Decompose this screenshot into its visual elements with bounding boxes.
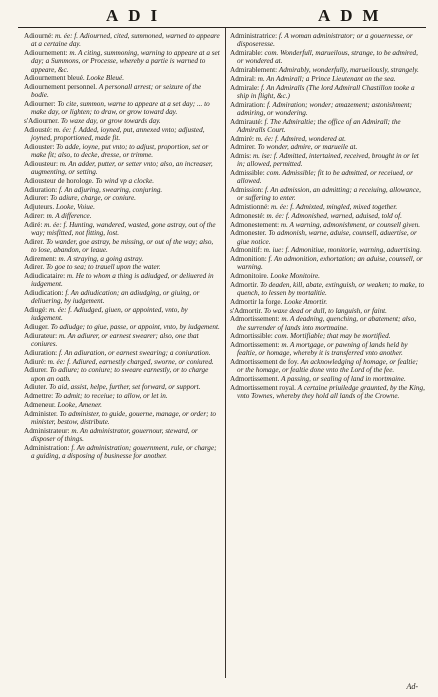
- entry-definition: com. Wonderfull, marueilous, strange, to be admired, or wondered at.: [237, 49, 418, 66]
- entry-headword: Adiuter.: [24, 383, 50, 392]
- column-divider: [225, 28, 226, 678]
- entry-definition: com. Admissible; fit to be admitted, or receiued, or allowed.: [237, 169, 413, 186]
- entry-definition: m. An adiurer, or earnest swearer; also, one that coniures.: [31, 331, 199, 348]
- entry-definition: A passing, or sealing of land in mortmaine.: [281, 375, 406, 383]
- entry-headword: Admiral:: [230, 74, 258, 83]
- entry-definition: A certaine priuiledge graunted, by the King, vnto Townes, whereby they hold all lands of the Crowne.: [237, 383, 425, 400]
- entry-definition: m. A mortgage, or pawning of lands held by fealtie, or homage, whereby it is transferred vnto another.: [237, 341, 408, 358]
- entry-headword: Admirauté:: [230, 117, 265, 126]
- left-column: [24, 32, 220, 461]
- entry-headword: Admortissement.: [230, 375, 282, 383]
- entry-headword: Admirable:: [230, 49, 265, 57]
- entry-definition: To deaden, kill, abate, extinguish, or weaken; to make, to quench, to lessen by mortalitie.: [237, 280, 425, 297]
- entry-definition: To adde, ioyne, put vnto; to adjust, proportion, set or make fit; also, to decke, dresse, or trimme.: [31, 142, 209, 159]
- entry-definition: To administer, to guide, gouerne, manage, or order; to minister, bestow, distribute.: [31, 409, 216, 426]
- entry-definition: To goe to sea; to trauell upon the water.: [45, 263, 161, 272]
- entry-definition: m. A warning, admonishment, or counsell given.: [280, 220, 420, 229]
- entry-definition: To cite, summon, warne to appeare at a set day; ... to make day, or lighten; to draw, or grow toward day.: [31, 100, 210, 117]
- entry-headword: Admeneur.: [24, 400, 58, 409]
- entry-headword: Adiousteur:: [24, 159, 60, 168]
- dictionary-entry: [24, 383, 220, 391]
- dictionary-entry: [24, 255, 220, 263]
- dictionary-entry: [24, 358, 220, 366]
- entry-definition: m. ée: f. Admired, wondered at.: [255, 134, 346, 143]
- entry-definition: Looke Monitoire.: [270, 272, 320, 280]
- entry-headword: Admonition:: [230, 255, 269, 263]
- entry-headword: Admirale:: [230, 83, 261, 92]
- dictionary-entry: [230, 384, 426, 401]
- entry-definition: To wonder, admire, or marueile at.: [257, 143, 358, 152]
- entry-headword: Administer.: [24, 409, 60, 418]
- dictionary-entry: [24, 444, 220, 461]
- entry-definition: Looke Bleué.: [86, 74, 125, 83]
- entry-definition: To aid, assist, helpe, further, set forward, or support.: [49, 383, 201, 392]
- dictionary-entry: [24, 160, 220, 177]
- entry-headword: Admis:: [230, 152, 253, 160]
- entry-headword: Adiuré:: [24, 357, 48, 366]
- dictionary-entry: [24, 100, 220, 117]
- entry-definition: f. An admonition, exhortation; an aduise, counsell, or warning.: [237, 255, 423, 272]
- dictionary-entry: [230, 246, 426, 254]
- dictionary-entry: [24, 177, 220, 185]
- dictionary-entry: [230, 229, 426, 246]
- dictionary-entry: [230, 152, 426, 169]
- entry-headword: Adiourné:: [24, 32, 55, 40]
- dictionary-entry: [230, 307, 426, 315]
- entry-headword: Administratrice:: [230, 32, 279, 40]
- right-header-word: ADM: [318, 6, 389, 25]
- entry-definition: Looke, Voiue.: [55, 203, 95, 211]
- dictionary-entry: [24, 238, 220, 255]
- entry-definition: f. An administration; gouernment, rule, or charge; a guiding, a disposing of businesse for another.: [31, 443, 217, 460]
- dictionary-entry: [230, 255, 426, 272]
- dictionary-entry: [230, 143, 426, 151]
- entry-headword: Adiurer:: [24, 194, 51, 203]
- entry-definition: Looke Amortir.: [284, 297, 328, 306]
- dictionary-entry: [24, 401, 220, 409]
- entry-headword: Admortissible:: [230, 332, 275, 341]
- entry-definition: A personall arrest; or seizure of the bodie.: [31, 83, 202, 100]
- dictionary-entry: [24, 221, 220, 238]
- dictionary-entry: [230, 221, 426, 229]
- entry-headword: Admistionné:: [230, 203, 271, 211]
- entry-definition: f. Admiration; wonder; amazement; astonishment; admiring, or wondering.: [237, 100, 412, 117]
- dictionary-entry: [230, 135, 426, 143]
- dictionary-entry: [24, 126, 220, 143]
- entry-headword: s'Adiourner.: [24, 117, 61, 125]
- dictionary-entry: [24, 323, 220, 331]
- entry-definition: m. ée: f. Added, ioyned, put, annexed vnto; adjusted, joyned, proportioned, made fit.: [31, 125, 205, 142]
- entry-definition: To adiure, charge, or coniure.: [50, 194, 136, 203]
- entry-headword: Admonesté:: [230, 211, 267, 220]
- entry-definition: m. A deadning, quenching, or abatement; also, the surrender of lands into mortmaine.: [237, 315, 416, 332]
- entry-headword: Admiré:: [230, 134, 256, 143]
- dictionary-entry: [24, 117, 220, 125]
- dictionary-entry: [24, 392, 220, 400]
- dictionary-entry: [230, 212, 426, 220]
- entry-definition: To adiudge; to giue, passe, or appoint, vnto, by iudgement.: [50, 323, 220, 331]
- dictionary-entry: [24, 32, 220, 49]
- entry-definition: To wander, goe astray, be missing, or out of the way; also, to lose, abandon, or leaue.: [31, 237, 214, 254]
- dictionary-entry: [230, 84, 426, 101]
- entry-definition: To waxe dead or dull, to languish, or faint.: [264, 306, 387, 315]
- entry-headword: Admonitif:: [230, 246, 264, 255]
- entry-definition: f. An adjuring, swearing, conjuring.: [58, 185, 163, 194]
- entry-definition: f. A woman administrator; or a gouernesse, or disposeresse.: [237, 32, 413, 49]
- entry-definition: m. ée: f. Adiourned, cited, summoned, warned to appeare at a certaine day.: [31, 32, 220, 49]
- entry-headword: Adiurateur:: [24, 331, 59, 340]
- entry-headword: Admortissement:: [230, 341, 282, 349]
- dictionary-entry: [24, 366, 220, 383]
- dictionary-entry: [230, 298, 426, 306]
- entry-headword: Admissible:: [230, 169, 267, 177]
- entry-headword: Admettre:: [24, 392, 55, 400]
- entry-definition: To wind vp a clocke.: [95, 176, 155, 185]
- entry-definition: com. Mortifiable; that may be mortified.: [274, 332, 391, 341]
- entry-definition: Admirably, wonderfully, marueilously, strangely.: [278, 66, 419, 74]
- entry-definition: m. iue: f. Admonitiue, monitorie, warning, aduertising.: [263, 246, 422, 255]
- dictionary-entry: [24, 143, 220, 160]
- entry-definition: m. ée: f. Hunting, wandered, wasted, gone astray, out of the way; misfitted, not fitting, lost.: [31, 220, 216, 237]
- entry-headword: Adirer.: [24, 237, 46, 246]
- right-column: [230, 32, 426, 401]
- dictionary-entry: [24, 427, 220, 444]
- entry-definition: Looke, Amener.: [57, 400, 102, 409]
- entry-headword: Admonester.: [230, 229, 269, 238]
- entry-definition: m. A citing, summoning, warning to appeare at a set day; a Summons, or Processe, whereby a partie is warned to appeare, &c.: [31, 49, 220, 74]
- dictionary-entry: [24, 410, 220, 427]
- entry-headword: Admortissement:: [230, 315, 282, 324]
- catchword: Ad-: [406, 682, 418, 691]
- entry-definition: m. ée: f. Adiudged, giuen, or appointed, vnto, by iudgement.: [31, 306, 188, 323]
- entry-headword: Admission:: [230, 186, 265, 194]
- dictionary-entry: [24, 349, 220, 357]
- entry-headword: Admirablement:: [230, 66, 279, 74]
- entry-definition: m. ée: f. Adiured, earnestly charged, sworne, or coniured.: [47, 357, 214, 366]
- entry-headword: Admonitoire.: [230, 272, 271, 280]
- dictionary-entry: [230, 375, 426, 383]
- entry-headword: Adiuration:: [24, 185, 59, 194]
- entry-headword: Adiré:: [24, 220, 45, 229]
- entry-definition: m. An Admirall; a Prince Lieutenant on the sea.: [257, 74, 396, 83]
- dictionary-entry: [230, 281, 426, 298]
- entry-headword: Adiurer.: [24, 366, 50, 375]
- entry-definition: m. ée: f. Admonished, warned, aduised, told of.: [266, 211, 402, 220]
- entry-headword: Adiudication:: [24, 289, 66, 297]
- entry-definition: To admonish, warne, aduise, counsell, aduertise, or giue notice.: [237, 229, 417, 246]
- dictionary-entry: [230, 272, 426, 280]
- entry-headword: Adiuger.: [24, 323, 51, 331]
- dictionary-entry: [24, 212, 220, 220]
- entry-definition: m. A difference.: [46, 211, 92, 220]
- dictionary-entry: [230, 203, 426, 211]
- entry-definition: f. An adiudication; an adiudging, or giuing, or deliuering, by iudgement.: [31, 289, 200, 306]
- entry-definition: f. An adiuration, or earnest swearing; a coniuration.: [58, 348, 211, 357]
- dictionary-entry: [230, 169, 426, 186]
- dictionary-entry: [24, 83, 220, 100]
- entry-headword: Adiousté:: [24, 125, 54, 134]
- dictionary-entry: [230, 358, 426, 375]
- entry-definition: An acknowledging of homage, or fealtie; or the homage, or fealtie done vnto the Lord of the fee.: [237, 358, 418, 375]
- dictionary-entry: [230, 66, 426, 74]
- dictionary-entry: [24, 186, 220, 194]
- page-header: [18, 6, 426, 28]
- dictionary-entry: [24, 203, 220, 211]
- entry-headword: Admortissement royal.: [230, 383, 298, 392]
- dictionary-entry: [24, 332, 220, 349]
- dictionary-entry: [230, 341, 426, 358]
- entry-headword: Administration:: [24, 443, 72, 452]
- dictionary-entry: [24, 194, 220, 202]
- entry-headword: Adiuration:: [24, 348, 59, 357]
- entry-headword: Adiourner:: [24, 100, 58, 108]
- entry-definition: To waxe day, or grow towards day.: [60, 117, 161, 125]
- entry-definition: f. An Admiralls (The lord Admirall Chastillon tooke a ship in flight, &c.): [237, 83, 415, 100]
- entry-definition: To adiure; to coniure; to sweare earnestly, or to charge upon an oath.: [31, 366, 209, 383]
- entry-headword: Admonestement:: [230, 220, 281, 229]
- dictionary-entry: [24, 263, 220, 271]
- dictionary-entry: [24, 272, 220, 289]
- entry-headword: s'Admortir.: [230, 306, 265, 315]
- entry-headword: Adiouster:: [24, 142, 57, 151]
- entry-definition: m. An administrator, gouernour, steward, or disposer of things.: [31, 426, 198, 443]
- dictionary-entry: [24, 306, 220, 323]
- entry-headword: Adiugé:: [24, 306, 49, 314]
- dictionary-entry: [230, 118, 426, 135]
- dictionary-entry: [230, 186, 426, 203]
- entry-headword: Adirement:: [24, 254, 59, 263]
- entry-definition: m. ée: f. Admixted, mingled, mixed together.: [270, 203, 398, 211]
- dictionary-entry: [230, 32, 426, 49]
- entry-headword: Admiration:: [230, 100, 267, 109]
- entry-headword: Adiournement bleué.: [24, 74, 87, 83]
- entry-headword: Adirer:: [24, 211, 47, 220]
- entry-definition: f. An admission, an admitting; a receiuing, allowance, or suffering to enter.: [237, 186, 421, 203]
- entry-headword: Adirer.: [24, 263, 46, 272]
- entry-definition: m. A straying, a going astray.: [58, 254, 144, 263]
- entry-headword: Admortissement de foy.: [230, 358, 301, 366]
- dictionary-entry: [230, 332, 426, 340]
- entry-headword: Admirer.: [230, 143, 258, 152]
- dictionary-entry: [24, 289, 220, 306]
- entry-definition: m. ise: f. Admitted, intertained, received, brought in or let in; allowed, permitted.: [237, 152, 419, 169]
- dictionary-entry: [230, 75, 426, 83]
- dictionary-entry: [230, 101, 426, 118]
- entry-headword: Administrateur:: [24, 426, 72, 435]
- entry-headword: Adiudicataire:: [24, 272, 67, 280]
- entry-headword: Adjuteurs.: [24, 203, 56, 211]
- dictionary-entry: [24, 74, 220, 82]
- entry-headword: Adiournement:: [24, 49, 70, 57]
- dictionary-entry: [230, 315, 426, 332]
- dictionary-entry: [24, 49, 220, 74]
- dictionary-entry: [230, 49, 426, 66]
- entry-definition: m. He to whom a thing is adiudged, or deliuered in iudgement.: [31, 272, 214, 289]
- header-rule: [18, 27, 426, 28]
- left-header-word: ADI: [106, 6, 168, 25]
- entry-headword: Admortir.: [230, 280, 260, 289]
- entry-headword: Adiousteur de horologe.: [24, 176, 96, 185]
- entry-definition: m. An adder, putter, or setter vnto; also, an increaser, augmenting, or setting.: [31, 159, 213, 176]
- entry-definition: To admit; to receiue; to allow, or let in.: [54, 392, 168, 400]
- entry-headword: Adiournement personnel.: [24, 83, 99, 91]
- entry-headword: Admortir la forge.: [230, 297, 285, 306]
- entry-definition: f. The Admiraltie; the office of an Admirall; the Admiralls Court.: [237, 117, 401, 134]
